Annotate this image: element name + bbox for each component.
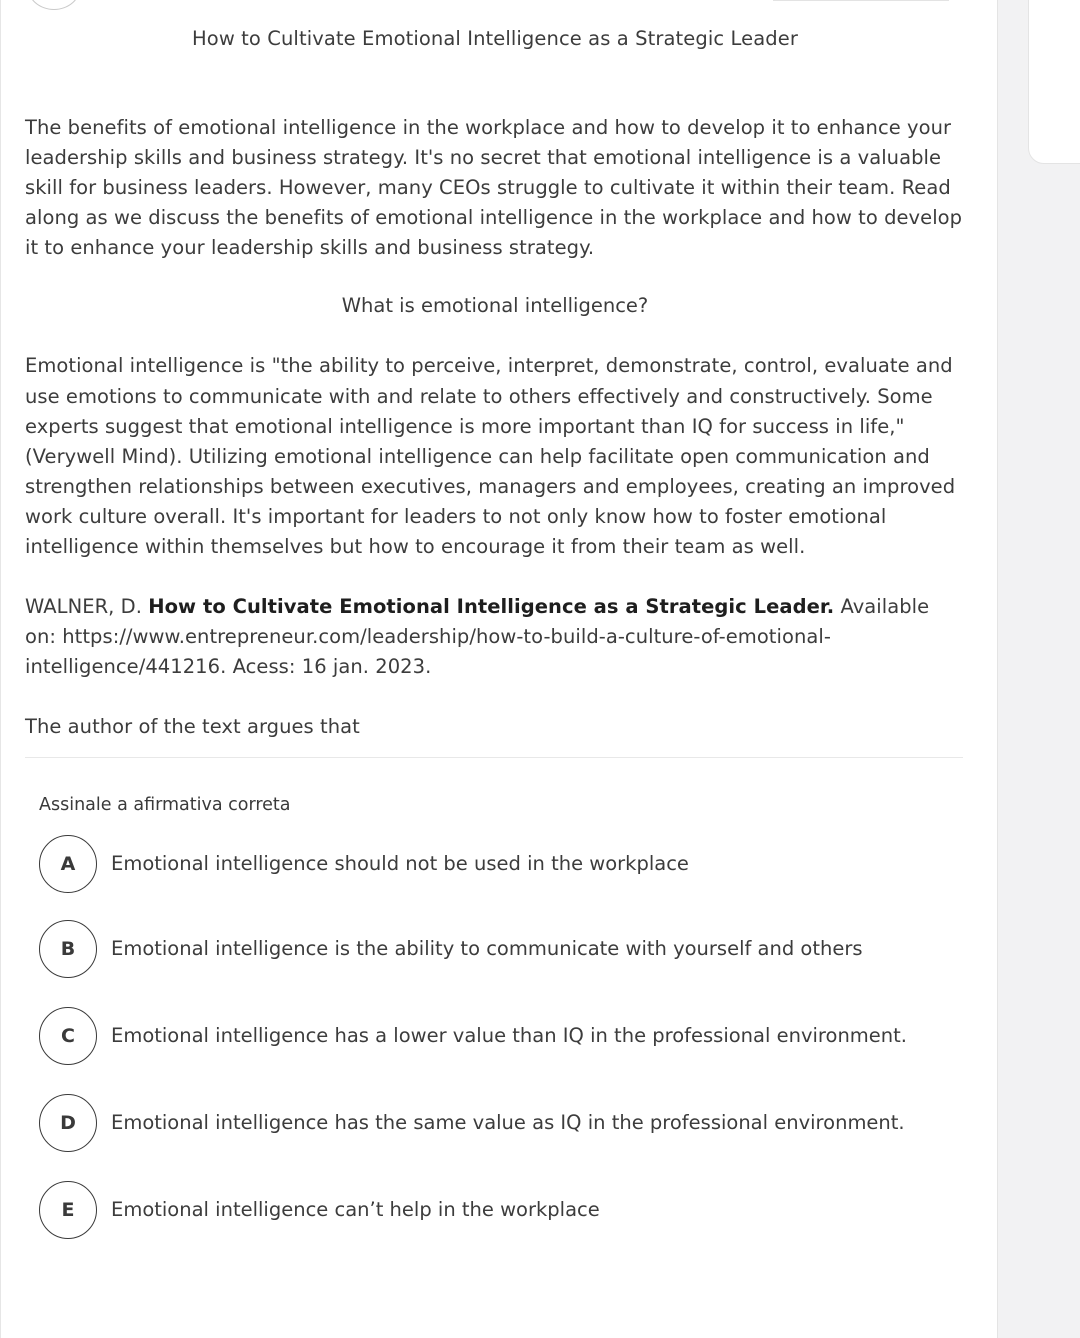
option-letter-a[interactable]: A — [39, 835, 97, 893]
option-text-b[interactable]: Emotional intelligence is the ability to communicate with yourself and others — [111, 936, 863, 960]
option-d[interactable] — [39, 1094, 965, 1152]
question-prompt: The author of the text argues that — [25, 715, 360, 739]
question-content — [25, 22, 965, 1239]
side-panel — [1028, 0, 1080, 164]
answer-options — [39, 835, 965, 1239]
article-paragraph-2: Emotional intelligence is "the ability to perceive, interpret, demonstrate, control, evaluate and use emotions to communicate with and relate to others effectively and constructively. Some experts suggest that emotional intelligence is more important than IQ for success in life," (Verywell Mind). Utilizing emotional intelligence can help facilitate open communication and strengthen relationships between executives, managers and employees, creating an improved work culture overall. It's important for leaders to not only know how to foster emotional intelligence within themselves but how to encourage it from their team as well. — [25, 354, 956, 559]
section-divider — [25, 757, 963, 758]
citation — [25, 592, 965, 682]
article-title: How to Cultivate Emotional Intelligence as a Strategic Leader — [192, 27, 798, 50]
option-e[interactable] — [39, 1181, 965, 1239]
top-divider — [773, 0, 949, 1]
option-text-c[interactable]: Emotional intelligence has a lower value than IQ in the professional environment. — [111, 1023, 907, 1047]
article-paragraph-1: The benefits of emotional intelligence in the workplace and how to develop it to enhance your leadership skills and business strategy. It's no secret that emotional intelligence is a valuable skill for business leaders. However, many CEOs struggle to cultivate it within their team. Read along as we discuss the benefits of emotional intelligence in the workplace and how to develop it to enhance your leadership skills and business strategy. — [25, 116, 963, 260]
option-a[interactable] — [39, 835, 965, 893]
citation-author: WALNER, D. — [25, 595, 149, 619]
question-instruction: Assinale a afirmativa correta — [39, 794, 291, 815]
option-text-a[interactable]: Emotional intelligence should not be used in the workplace — [111, 851, 689, 875]
option-letter-d[interactable]: D — [39, 1094, 97, 1152]
citation-title: How to Cultivate Emotional Intelligence as a Strategic Leader. — [148, 595, 835, 619]
citation-source: Available on: https://www.entrepreneur.com/leadership/how-to-build-a-culture-of-emotional-intelligence/441216. Acess: 16 jan. 2023. — [25, 595, 930, 679]
option-text-d[interactable]: Emotional intelligence has the same value as IQ in the professional environment. — [111, 1110, 905, 1134]
option-letter-c[interactable]: C — [39, 1007, 97, 1065]
option-text-e[interactable]: Emotional intelligence can’t help in the workplace — [111, 1197, 600, 1221]
top-partial-button[interactable] — [27, 0, 81, 10]
article-subheading: What is emotional intelligence? — [341, 294, 649, 318]
option-letter-b[interactable]: B — [39, 920, 97, 978]
option-letter-e[interactable]: E — [39, 1181, 97, 1239]
option-b[interactable] — [39, 920, 965, 978]
option-c[interactable] — [39, 1007, 965, 1065]
